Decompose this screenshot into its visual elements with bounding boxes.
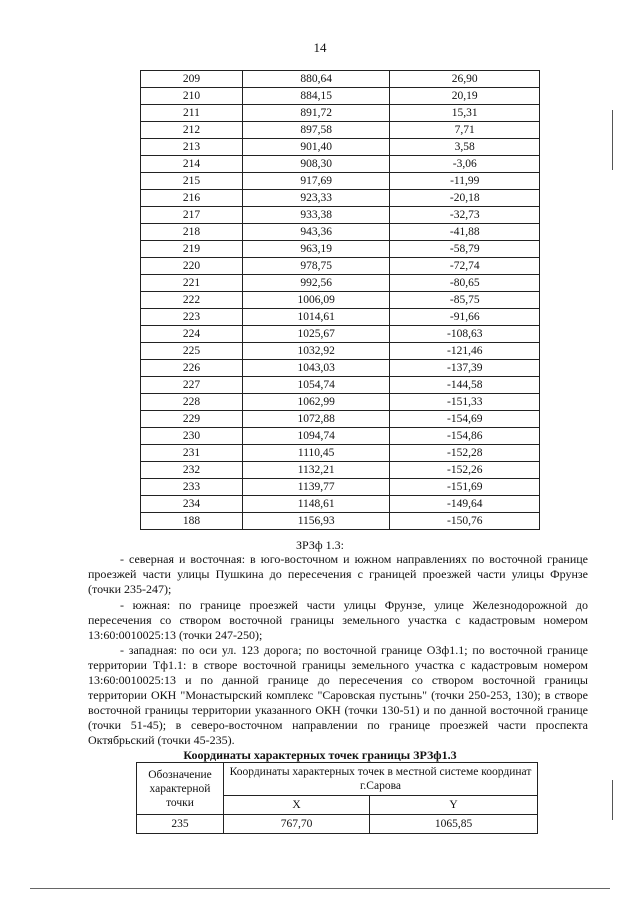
point-id-cell: 233: [141, 479, 243, 496]
boundary-points-table: [136, 762, 538, 834]
point-id-cell: 226: [141, 360, 243, 377]
paragraph-west: [88, 643, 588, 748]
table-row: [141, 241, 540, 258]
coordinates-group-header: Координаты характерных точек в местной системе координат г.Сарова: [224, 763, 538, 796]
point-id-cell: 212: [141, 122, 243, 139]
point-id-cell: 209: [141, 71, 243, 88]
table-header-row: [137, 763, 538, 796]
x-cell: 1054,74: [242, 377, 390, 394]
x-cell: 1014,61: [242, 309, 390, 326]
scan-margin-mark: [612, 110, 613, 170]
table-row: [141, 445, 540, 462]
y-cell: -151,69: [390, 479, 540, 496]
y-cell: 7,71: [390, 122, 540, 139]
paragraph-text: - северная и восточная: в юго-восточном и южном направлениях по восточной границе проезжей части улицы Пушкина до пересечения с границей проезжей части улицы Фрунзе (точки 235-247);: [88, 552, 588, 596]
paragraph-text: - западная: по оси ул. 123 дорога; по восточной границе ОЗф1.1; по восточной границе территории Тф1.1: в створе восточной границы земельного участка с кадастровым номером 13:60:0010025:13 и по данной границе до пересечения со створом восточной границы территории ОКН "Монастырский комплекс "Саровская пустынь" (точки 250-253, 130); в створе восточной границы территории указанного ОКН (точки 130-51) и по данной восточной границе (точки 51-45); в северо-восточном направлении по границе проезжей части проспекта Октябрьский (точки 45-235).: [88, 643, 588, 747]
y-cell: -151,33: [390, 394, 540, 411]
y-header: Y: [370, 796, 538, 815]
y-cell: -41,88: [390, 224, 540, 241]
point-id-cell: 218: [141, 224, 243, 241]
y-cell: -137,39: [390, 360, 540, 377]
x-cell: 1062,99: [242, 394, 390, 411]
y-cell: 15,31: [390, 105, 540, 122]
x-header: X: [224, 796, 370, 815]
y-cell: -80,65: [390, 275, 540, 292]
x-cell: 901,40: [242, 139, 390, 156]
table-row: [141, 479, 540, 496]
table-row: [141, 275, 540, 292]
table-row: [141, 258, 540, 275]
x-cell: 767,70: [224, 815, 370, 834]
x-cell: 1094,74: [242, 428, 390, 445]
section-title: ЗРЗф 1.3:: [296, 538, 344, 552]
table-row: [141, 224, 540, 241]
x-cell: 1032,92: [242, 343, 390, 360]
point-id-cell: 224: [141, 326, 243, 343]
table-row: [141, 394, 540, 411]
table-row: [141, 428, 540, 445]
table-row: [141, 462, 540, 479]
x-cell: 978,75: [242, 258, 390, 275]
x-cell: 880,64: [242, 71, 390, 88]
x-cell: 1139,77: [242, 479, 390, 496]
paragraph-text: - южная: по границе проезжей части улицы Фрунзе, улице Железнодорожной до пересечения со створом восточной границы земельного участка с кадастровым номером 13:60:0010025:13 (точки 247-250);: [88, 598, 588, 642]
x-cell: 1025,67: [242, 326, 390, 343]
x-cell: 943,36: [242, 224, 390, 241]
x-cell: 1156,93: [242, 513, 390, 530]
point-id-cell: 229: [141, 411, 243, 428]
y-cell: -149,64: [390, 496, 540, 513]
page-bottom-rule: [30, 888, 610, 889]
table-row: [141, 105, 540, 122]
point-id-cell: 223: [141, 309, 243, 326]
point-id-cell: 213: [141, 139, 243, 156]
y-cell: -108,63: [390, 326, 540, 343]
y-cell: -154,86: [390, 428, 540, 445]
table-row: [141, 173, 540, 190]
table-row: [141, 139, 540, 156]
point-id-cell: 216: [141, 190, 243, 207]
point-id-cell: 188: [141, 513, 243, 530]
y-cell: 26,90: [390, 71, 540, 88]
table-row: [141, 343, 540, 360]
y-cell: -152,28: [390, 445, 540, 462]
table-row: [141, 326, 540, 343]
x-cell: 891,72: [242, 105, 390, 122]
x-cell: 1006,09: [242, 292, 390, 309]
table-row: [141, 496, 540, 513]
y-cell: -152,26: [390, 462, 540, 479]
scan-margin-mark: [612, 780, 613, 820]
table-row: [141, 513, 540, 530]
y-cell: 3,58: [390, 139, 540, 156]
point-id-cell: 221: [141, 275, 243, 292]
point-id-cell: 217: [141, 207, 243, 224]
coordinates-table: [140, 70, 540, 530]
y-cell: -154,69: [390, 411, 540, 428]
point-designation-header: Обозначение характерной точки: [137, 763, 224, 815]
page-number: 14: [313, 40, 327, 55]
y-cell: -91,66: [390, 309, 540, 326]
y-cell: -150,76: [390, 513, 540, 530]
point-id-cell: 235: [137, 815, 224, 834]
table-caption: Координаты характерных точек границы ЗРЗф1.3: [183, 748, 457, 762]
y-cell: -72,74: [390, 258, 540, 275]
point-id-cell: 214: [141, 156, 243, 173]
x-cell: 933,38: [242, 207, 390, 224]
point-id-cell: 234: [141, 496, 243, 513]
point-id-cell: 232: [141, 462, 243, 479]
table-row: [137, 815, 538, 834]
table-row: [141, 190, 540, 207]
point-id-cell: 211: [141, 105, 243, 122]
point-id-cell: 215: [141, 173, 243, 190]
x-cell: 992,56: [242, 275, 390, 292]
table-row: [141, 156, 540, 173]
x-cell: 1132,21: [242, 462, 390, 479]
x-cell: 1072,88: [242, 411, 390, 428]
table-row: [141, 122, 540, 139]
paragraph-south: [88, 598, 588, 643]
point-id-cell: 220: [141, 258, 243, 275]
coordinates-table-body: [141, 71, 540, 530]
y-cell: -3,06: [390, 156, 540, 173]
x-cell: 1043,03: [242, 360, 390, 377]
x-cell: 908,30: [242, 156, 390, 173]
y-cell: 1065,85: [370, 815, 538, 834]
y-cell: -11,99: [390, 173, 540, 190]
x-cell: 884,15: [242, 88, 390, 105]
point-id-cell: 225: [141, 343, 243, 360]
paragraph-north-east: [88, 552, 588, 597]
x-cell: 963,19: [242, 241, 390, 258]
table-row: [141, 411, 540, 428]
y-cell: -85,75: [390, 292, 540, 309]
point-id-cell: 230: [141, 428, 243, 445]
x-cell: 1148,61: [242, 496, 390, 513]
point-id-cell: 228: [141, 394, 243, 411]
point-id-cell: 210: [141, 88, 243, 105]
point-id-cell: 227: [141, 377, 243, 394]
table-row: [141, 207, 540, 224]
x-cell: 897,58: [242, 122, 390, 139]
y-cell: -144,58: [390, 377, 540, 394]
x-cell: 917,69: [242, 173, 390, 190]
y-cell: -121,46: [390, 343, 540, 360]
table-row: [141, 71, 540, 88]
y-cell: -20,18: [390, 190, 540, 207]
table-row: [141, 360, 540, 377]
table-row: [141, 377, 540, 394]
y-cell: -32,73: [390, 207, 540, 224]
x-cell: 1110,45: [242, 445, 390, 462]
x-cell: 923,33: [242, 190, 390, 207]
y-cell: 20,19: [390, 88, 540, 105]
table-row: [141, 88, 540, 105]
table-row: [141, 292, 540, 309]
point-id-cell: 231: [141, 445, 243, 462]
table-row: [141, 309, 540, 326]
point-id-cell: 222: [141, 292, 243, 309]
y-cell: -58,79: [390, 241, 540, 258]
point-id-cell: 219: [141, 241, 243, 258]
